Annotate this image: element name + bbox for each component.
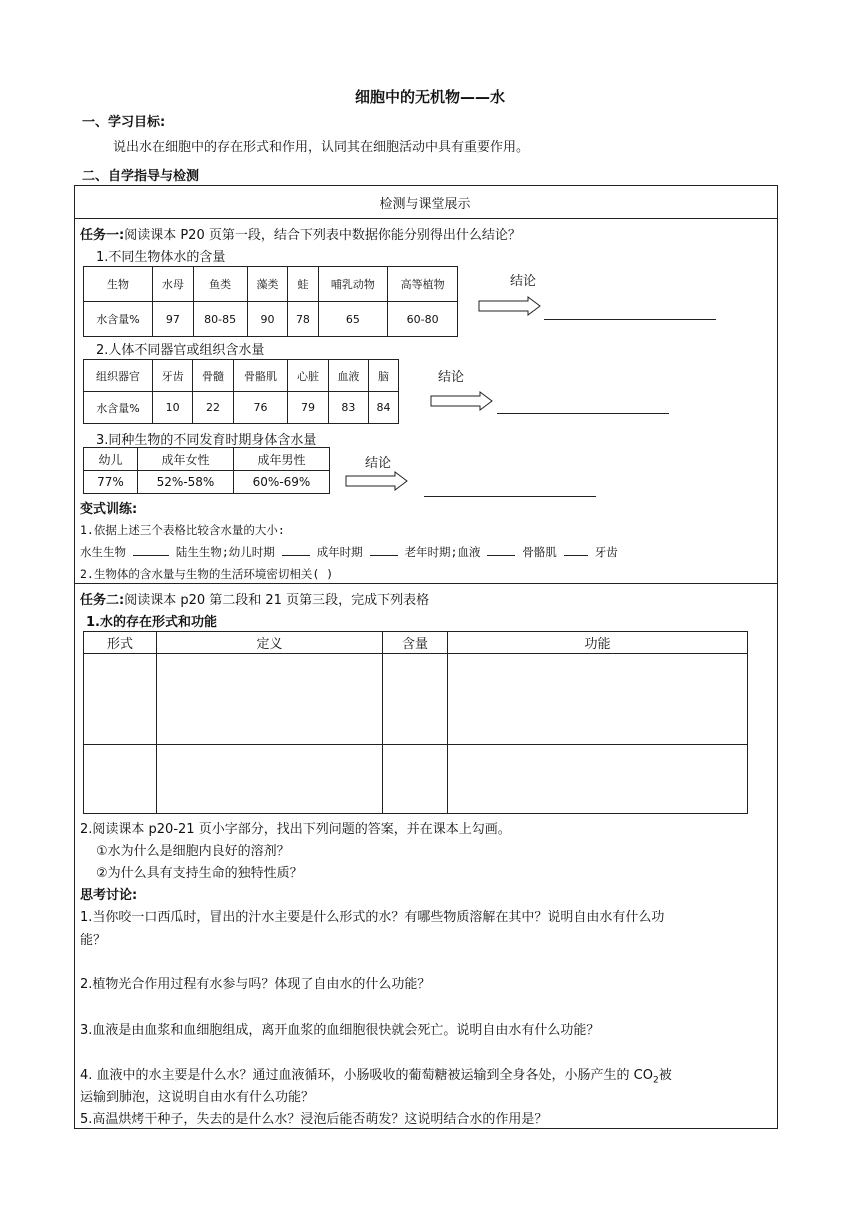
discussion-q5: 5.高温烘烤干种子，失去的是什么水？浸泡后能否萌发？这说明结合水的作用是？: [80, 1112, 548, 1127]
table-cell: 90: [247, 302, 288, 337]
table-cell[interactable]: [383, 745, 448, 814]
table-cell: 22: [193, 392, 233, 424]
table-cell: 水母: [152, 267, 193, 302]
table-cell[interactable]: [157, 654, 383, 745]
fill-text: 陆生生物;幼儿时期: [175, 545, 275, 559]
section1-heading: 一、学习目标:: [82, 115, 166, 130]
right-arrow-icon: [430, 391, 494, 411]
table-cell: 水含量%: [84, 302, 153, 337]
discussion-q3: 3.血液是由血浆和血细胞组成，离开血浆的血细胞很快就会死亡。说明自由水有什么功能？: [80, 1023, 600, 1038]
table-cell: 组织器官: [84, 360, 153, 392]
table-cell[interactable]: [448, 745, 748, 814]
discussion-q4: [80, 1064, 672, 1086]
fill-blank[interactable]: [370, 554, 398, 556]
table-header: 含量: [383, 632, 448, 654]
conclusion-label: 结论: [365, 456, 392, 471]
water-content-organs-table: [83, 359, 399, 424]
fill-text: 成年时期: [316, 545, 363, 559]
table-header: 功能: [448, 632, 748, 654]
table-cell: 83: [328, 392, 368, 424]
variant-q1: 1.依据上述三个表格比较含水量的大小:: [80, 523, 285, 537]
table2-caption: 2.人体不同器官或组织含水量: [96, 343, 265, 358]
table-cell[interactable]: [448, 654, 748, 745]
table-cell: 幼儿: [84, 448, 138, 471]
discussion-heading: 思考讨论:: [80, 888, 138, 903]
discussion-q4-text: 4. 血液中的水主要是什么水？通过血液循环，小肠吸收的葡萄糖被运输到全身各处，小肠产生的 CO: [80, 1068, 653, 1083]
table-cell: 哺乳动物: [318, 267, 388, 302]
table-cell: 骨髓: [193, 360, 233, 392]
discussion-q1-cont: 能？: [80, 933, 107, 948]
table-cell: 脑: [369, 360, 399, 392]
discussion-q4-cont: 运输到肺泡，这说明自由水有什么功能？: [80, 1090, 315, 1105]
table-cell: 79: [288, 392, 328, 424]
table-cell[interactable]: [157, 745, 383, 814]
table-cell: 成年女性: [138, 448, 234, 471]
variant-heading: 变式训练:: [80, 502, 138, 517]
conclusion-label: 结论: [438, 370, 465, 385]
variant-q2: 2.生物体的含水量与生物的生活环境密切相关( ): [80, 567, 334, 581]
conclusion-label: 结论: [510, 274, 537, 289]
divider: [74, 218, 777, 219]
section1-text: 说出水在细胞中的存在形式和作用，认同其在细胞活动中具有重要作用。: [113, 140, 530, 155]
table-header: 形式: [84, 632, 157, 654]
table-cell: 蛙: [288, 267, 318, 302]
answer-line: [544, 319, 716, 320]
fill-text: 牙齿: [594, 545, 618, 559]
section2-heading: 二、自学指导与检测: [82, 169, 200, 184]
water-content-age-table: [83, 447, 330, 494]
table-header: 定义: [157, 632, 383, 654]
divider: [74, 583, 777, 584]
fill-text: 水生生物: [80, 545, 126, 559]
table-cell: 血液: [328, 360, 368, 392]
fill-blank[interactable]: [564, 554, 588, 556]
subscript: 2: [652, 1075, 659, 1086]
task2-subheading: 1.水的存在形式和功能: [86, 615, 217, 630]
discussion-q4-tail: 被: [658, 1068, 672, 1083]
water-content-organisms-table: [83, 266, 458, 337]
table-cell: 77%: [84, 471, 138, 494]
fill-blank[interactable]: [133, 554, 169, 556]
variant-q1-line: [80, 544, 618, 560]
task1-text: 阅读课本 P20 页第一段，结合下列表中数据你能分别得出什么结论？: [124, 228, 521, 243]
table-cell: 成年男性: [234, 448, 330, 471]
table-cell: 10: [152, 392, 192, 424]
task2-q2a: ①水为什么是细胞内良好的溶剂？: [96, 844, 290, 859]
task2-label: 任务二:: [80, 593, 125, 608]
table-cell: 骨骼肌: [233, 360, 288, 392]
answer-line: [424, 496, 596, 497]
discussion-q1: 1.当你咬一口西瓜时，冒出的汁水主要是什么形式的水？有哪些物质溶解在其中？说明自由水有什么功: [80, 910, 665, 925]
task2-text: 阅读课本 p20 第二段和 21 页第三段，完成下列表格: [124, 593, 430, 608]
table-cell: 生物: [84, 267, 153, 302]
table-cell: 60%-69%: [234, 471, 330, 494]
table-cell: 心脏: [288, 360, 328, 392]
table-cell: 牙齿: [152, 360, 192, 392]
task1-label: 任务一:: [80, 228, 125, 243]
fill-text: 老年时期;血液: [404, 545, 481, 559]
table1-caption: 1.不同生物体水的含量: [96, 250, 226, 265]
water-forms-table: [83, 631, 748, 814]
fill-blank[interactable]: [487, 554, 515, 556]
table-cell: 水含量%: [84, 392, 153, 424]
task2-q2: 2.阅读课本 p20-21 页小字部分，找出下列问题的答案，并在课本上勾画。: [80, 822, 511, 837]
table-cell: 藻类: [247, 267, 288, 302]
table-cell: 78: [288, 302, 318, 337]
fill-text: 骨骼肌: [522, 545, 557, 559]
table-cell[interactable]: [84, 654, 157, 745]
table-cell: 60-80: [388, 302, 458, 337]
table-cell: 52%-58%: [138, 471, 234, 494]
table-cell[interactable]: [383, 654, 448, 745]
table-cell[interactable]: [84, 745, 157, 814]
answer-line: [497, 413, 669, 414]
right-arrow-icon: [478, 296, 542, 316]
fill-blank[interactable]: [282, 554, 310, 556]
table-cell: 97: [152, 302, 193, 337]
table-cell: 鱼类: [193, 267, 247, 302]
right-arrow-icon: [345, 471, 409, 491]
page-title: 细胞中的无机物——水: [354, 88, 505, 106]
task2-q2b: ②为什么具有支持生命的独特性质？: [96, 866, 303, 881]
table-cell: 76: [233, 392, 288, 424]
table-cell: 高等植物: [388, 267, 458, 302]
table3-caption: 3.同种生物的不同发育时期身体含水量: [96, 433, 317, 448]
discussion-q2: 2.植物光合作用过程有水参与吗？体现了自由水的什么功能？: [80, 977, 431, 992]
box-header: 检测与课堂展示: [379, 197, 471, 212]
table-cell: 65: [318, 302, 388, 337]
table-cell: 80-85: [193, 302, 247, 337]
table-cell: 84: [369, 392, 399, 424]
